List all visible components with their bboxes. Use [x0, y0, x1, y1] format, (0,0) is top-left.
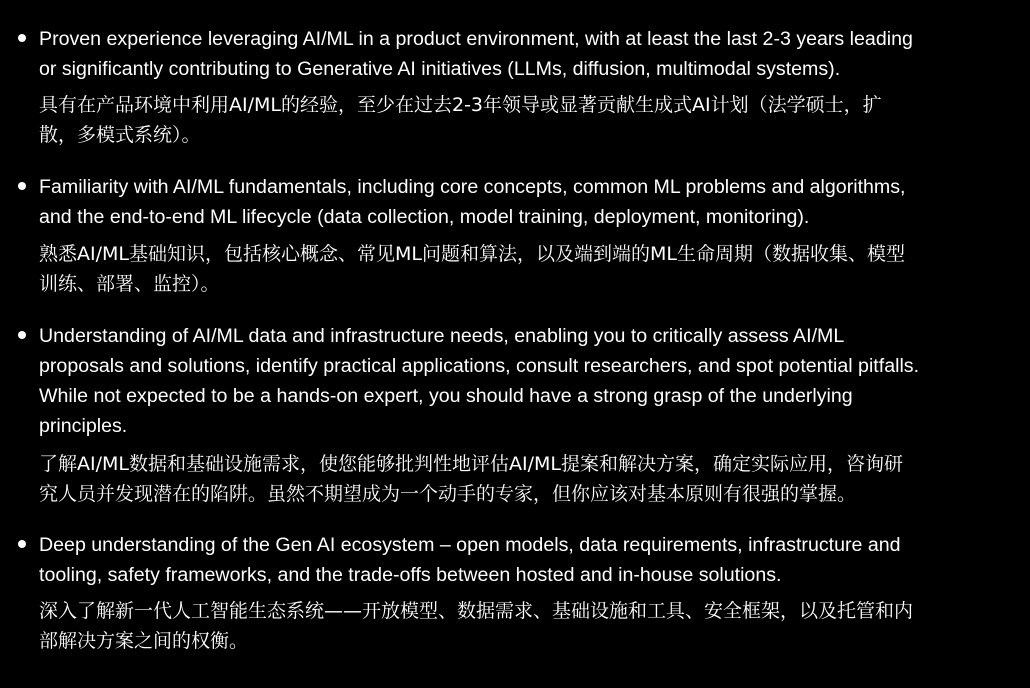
chinese-paragraph — [39, 596, 1029, 656]
bullet-icon — [18, 331, 26, 339]
text-line: 熟悉AI/ML基础知识，包括核心概念、常见ML问题和算法，以及端到端的ML生命周期（数据收集、模型 — [39, 243, 905, 265]
text-line: 深入了解新一代人工智能生态系统——开放模型、数据需求、基础设施和工具、安全框架，以及托管和内 — [39, 600, 914, 622]
text-line: While not expected to be a hands-on expert, you should have a strong grasp of the underlying — [39, 385, 853, 407]
bullet-icon — [18, 34, 26, 42]
english-paragraph — [39, 172, 1029, 232]
text-line: and the end-to-end ML lifecycle (data collection, model training, deployment, monitoring). — [39, 206, 810, 228]
text-line: tooling, safety frameworks, and the trade-offs between hosted and in-house solutions. — [39, 564, 782, 586]
chinese-paragraph — [39, 90, 1029, 150]
text-line: or significantly contributing to Generative AI initiatives (LLMs, diffusion, multimodal systems). — [39, 58, 841, 80]
text-line: principles. — [39, 415, 128, 437]
bullet-icon — [18, 182, 26, 190]
text-line: Deep understanding of the Gen AI ecosystem – open models, data requirements, infrastructure and — [39, 534, 901, 556]
text-line: Familiarity with AI/ML fundamentals, including core concepts, common ML problems and algorithms, — [39, 176, 906, 198]
text-line: 部解决方案之间的权衡。 — [39, 630, 249, 652]
text-line: Understanding of AI/ML data and infrastructure needs, enabling you to critically assess AI/ML — [39, 325, 845, 347]
text-line: Proven experience leveraging AI/ML in a product environment, with at least the last 2-3 years leading — [39, 28, 913, 50]
text-line: proposals and solutions, identify practical applications, consult researchers, and spot potential pitfalls. — [39, 355, 920, 377]
chinese-paragraph — [39, 449, 1029, 509]
english-paragraph — [39, 24, 1029, 84]
chinese-paragraph — [39, 239, 1029, 299]
bullet-icon — [18, 540, 26, 548]
text-line: 训练、部署、监控）。 — [39, 273, 220, 295]
english-paragraph — [39, 530, 1029, 590]
text-line: 了解AI/ML数据和基础设施需求，使您能够批判性地评估AI/ML提案和解决方案，确定实际应用，咨询研 — [39, 453, 903, 475]
english-paragraph — [39, 321, 1029, 441]
text-line: 究人员并发现潜在的陷阱。虽然不期望成为一个动手的专家，但你应该对基本原则有很强的掌握。 — [39, 483, 857, 505]
text-line: 具有在产品环境中利用AI/ML的经验，至少在过去2-3年领导或显著贡献生成式AI计划（法学硕士，扩 — [39, 94, 882, 116]
text-line: 散，多模式系统）。 — [39, 124, 201, 146]
